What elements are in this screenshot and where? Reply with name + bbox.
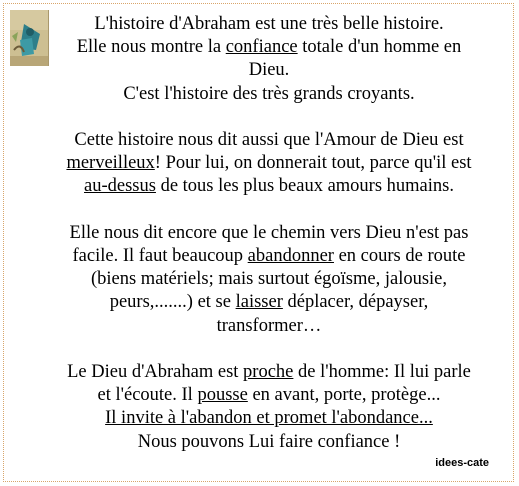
- text-segment: C'est l'histoire des très grands croyants.: [123, 83, 415, 104]
- text-line: [34, 291, 504, 314]
- text-segment: Cette histoire nous dit aussi que l'Amour de Dieu est: [74, 130, 464, 150]
- underlined-word: Il invite à l'abandon et promet l'abondance...: [105, 408, 433, 429]
- underlined-word: confiance: [225, 37, 298, 58]
- underlined-word: pousse: [197, 385, 248, 406]
- text-segment: et l'écoute. Il: [97, 385, 198, 406]
- text-segment: transformer…: [216, 315, 322, 336]
- underlined-word: merveilleux: [66, 153, 155, 174]
- text-segment: de tous les plus beaux amours humains.: [155, 176, 454, 197]
- paragraph-gap: [34, 199, 504, 222]
- text-line: [34, 384, 504, 407]
- text-segment: L'histoire d'Abraham est une très belle histoire.: [94, 14, 444, 34]
- underlined-word: au-dessus: [84, 176, 156, 197]
- text-segment: en cours de route: [333, 246, 466, 266]
- text-line: [34, 245, 504, 268]
- text-line: [34, 59, 504, 82]
- text-segment: peurs,.......) et se: [109, 292, 236, 313]
- text-line: [34, 175, 504, 198]
- text-line: [34, 431, 504, 454]
- text-panel: [3, 3, 514, 482]
- text-line: [34, 222, 504, 245]
- abraham-text: [34, 13, 504, 454]
- text-segment: totale d'un homme en: [297, 37, 462, 58]
- paragraph-gap: [34, 338, 504, 361]
- text-line: [34, 315, 504, 338]
- text-line: [34, 36, 504, 59]
- text-line: [34, 83, 504, 106]
- footer-credit: idees-cate: [435, 457, 489, 469]
- text-segment: de l'homme: Il lui parle: [293, 362, 471, 382]
- text-line: [34, 361, 504, 384]
- underlined-word: proche: [243, 362, 294, 382]
- text-line: [34, 407, 504, 430]
- text-segment: Nous pouvons Lui faire confiance !: [137, 431, 401, 452]
- text-line: [34, 152, 504, 175]
- text-segment: Dieu.: [248, 60, 290, 81]
- paragraph-gap: [34, 106, 504, 129]
- text-segment: facile. Il faut beaucoup: [72, 246, 248, 266]
- underlined-word: laisser: [235, 292, 283, 313]
- underlined-word: abandonner: [247, 246, 334, 266]
- text-line: [34, 129, 504, 152]
- text-segment: ! Pour lui, on donnerait tout, parce qu'il est: [154, 153, 472, 174]
- text-segment: (biens matériels; mais surtout égoïsme, jalousie,: [90, 269, 448, 290]
- text-segment: Elle nous montre la: [76, 37, 226, 58]
- text-segment: déplacer, dépayser,: [282, 292, 429, 313]
- text-line: [34, 13, 504, 36]
- text-segment: Elle nous dit encore que le chemin vers Dieu n'est pas: [69, 222, 469, 243]
- text-segment: en avant, porte, protège...: [247, 385, 441, 406]
- text-line: [34, 268, 504, 291]
- text-segment: Le Dieu d'Abraham est: [67, 362, 244, 382]
